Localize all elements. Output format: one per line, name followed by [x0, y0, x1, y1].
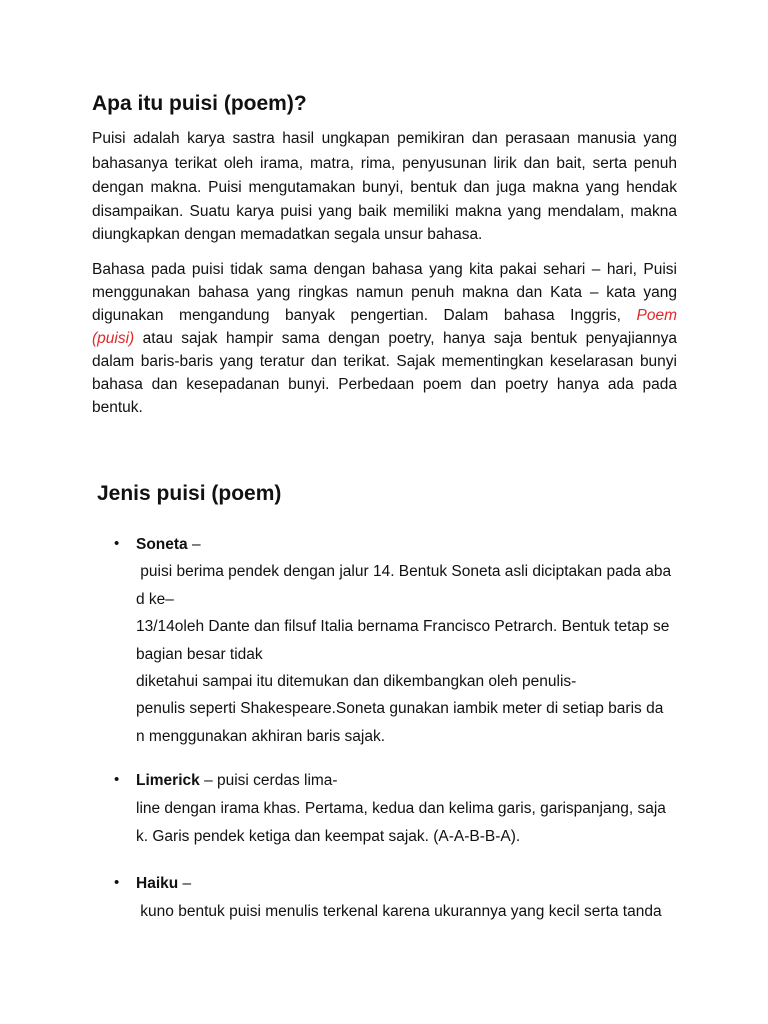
text-line: bentuk.	[92, 399, 143, 416]
heading-jenis-puisi: Jenis puisi (poem)	[97, 482, 282, 505]
text-line: bahasa dan kesepadanan bunyi. Perbedaan poem dan poetry hanya ada pada	[92, 376, 677, 393]
bullet-icon: •	[114, 874, 120, 891]
text-line: kuno bentuk puisi menulis terkenal karena ukurannya yang kecil serta tanda	[136, 903, 662, 920]
text-line	[92, 306, 677, 326]
text-line: penulis seperti Shakespeare.Soneta gunakan iambik meter di setiap baris da	[136, 700, 664, 717]
text-line: d ke–	[136, 591, 174, 608]
text: atau sajak hampir sama dengan poetry, hanya saja bentuk penyajiannya	[142, 330, 677, 347]
text: digunakan mengandung banyak pengertian. Dalam bahasa Inggris,	[92, 307, 621, 324]
term-line	[136, 874, 191, 894]
text: –	[187, 536, 201, 553]
text-line: puisi berima pendek dengan jalur 14. Bentuk Soneta asli diciptakan pada aba	[136, 563, 672, 580]
term: Soneta	[136, 536, 188, 553]
heading-apa-itu-puisi: Apa itu puisi (poem)?	[92, 92, 307, 115]
bullet-icon: •	[114, 771, 120, 788]
term: Haiku	[136, 875, 179, 892]
term-line	[136, 535, 201, 555]
term: Limerick	[136, 772, 200, 789]
text-line: bahasanya terikat oleh irama, matra, rima, penyusunan lirik dan bait, serta penuh	[92, 155, 677, 172]
term-line	[136, 771, 338, 791]
text-line: 13/14oleh Dante dan filsuf Italia bernama Francisco Petrarch. Bentuk tetap se	[136, 618, 670, 635]
text-line: line dengan irama khas. Pertama, kedua dan kelima garis, garispanjang, saja	[136, 800, 666, 817]
text-line: diungkapkan dengan memadatkan segala unsur bahasa.	[92, 226, 483, 243]
text-line: disampaikan. Suatu karya puisi yang baik memiliki makna yang mendalam, makna	[92, 203, 677, 220]
bullet-icon: •	[114, 535, 120, 552]
puisi-red-text: (puisi)	[92, 330, 135, 347]
text-line: Bahasa pada puisi tidak sama dengan bahasa yang kita pakai sehari – hari, Puisi	[92, 261, 677, 278]
text: – puisi cerdas lima-	[199, 772, 338, 789]
text-line: menggunakan bahasa yang ringkas namun penuh makna dan Kata – kata yang	[92, 284, 677, 301]
text-line: dengan makna. Puisi mengutamakan bunyi, bentuk dan juga makna yang hendak	[92, 179, 677, 196]
text-line	[92, 329, 677, 349]
text-line: diketahui sampai itu ditemukan dan dikembangkan oleh penulis-	[136, 673, 577, 690]
text-line: k. Garis pendek ketiga dan keempat sajak. (A-A-B-B-A).	[136, 828, 521, 845]
text-line: bagian besar tidak	[136, 646, 263, 663]
text: –	[178, 875, 192, 892]
text-line: Puisi adalah karya sastra hasil ungkapan pemikiran dan perasaan manusia yang	[92, 130, 677, 147]
text-line: dalam baris-baris yang teratur dan terikat. Sajak mementingkan keselarasan bunyi	[92, 353, 677, 370]
poem-red-text: Poem	[636, 307, 677, 324]
text-line: n menggunakan akhiran baris sajak.	[136, 728, 386, 745]
